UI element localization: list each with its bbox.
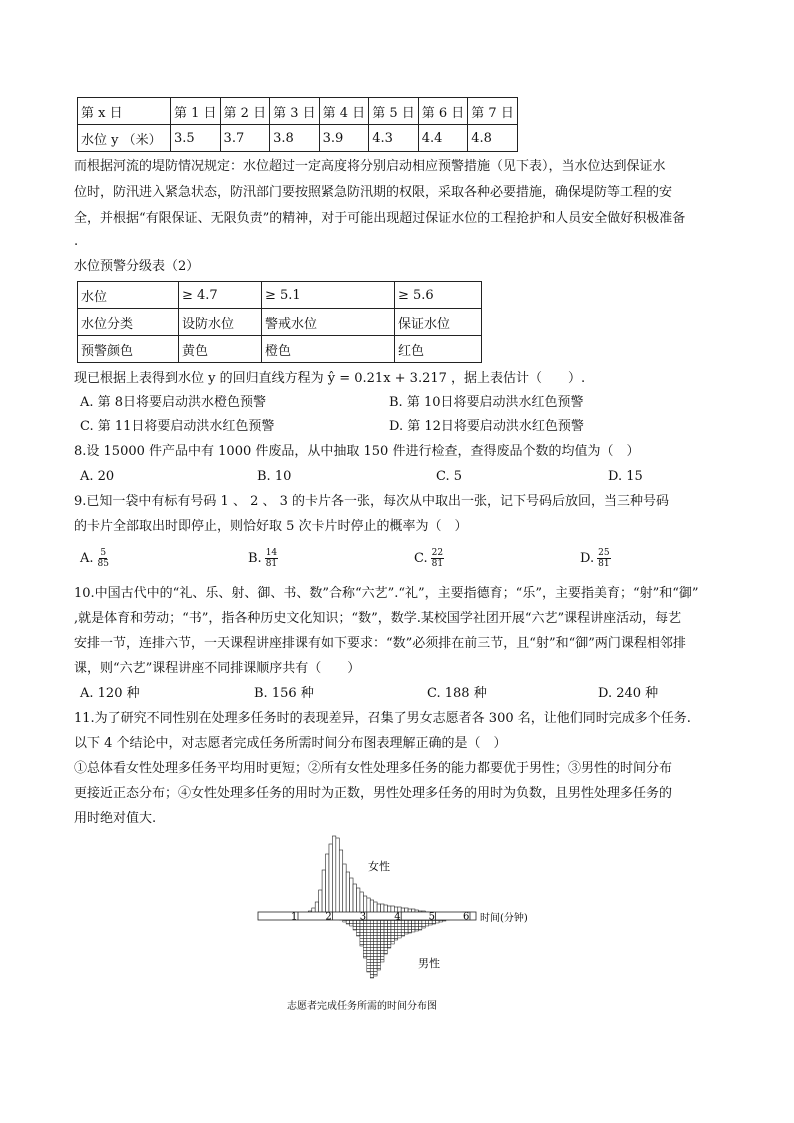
table-cell: 3.5 — [171, 125, 221, 152]
table-cell: 警戒水位 — [262, 309, 395, 336]
question-9-line: 9.已知一袋中有标有号码 1 、 2 、 3 的卡片各一张，每次从中取出一张，记下号码后放回，当三种号码 — [74, 494, 670, 509]
x-tick-label: 2 — [325, 911, 332, 923]
question-11-line: 更接近正态分布；④女性处理多任务的用时为正数，男性处理多任务的用时为负数，且男性处理多任务的 — [74, 786, 673, 801]
q7-option-a: A. 第 8日将要启动洪水橙色预警 — [80, 395, 267, 410]
male-bar — [384, 916, 387, 954]
table-cell: 第 1 日 — [171, 98, 221, 125]
x-axis-label: 时间(分钟) — [480, 913, 528, 924]
table-cell: 水位 — [78, 282, 179, 309]
paragraph-line: . — [74, 234, 79, 249]
question-10-line: ,就是体育和劳动；“书”，指各种历史文化知识；“数”，数学.某校国学社团开展“六艺”课程讲座活动，每艺 — [74, 611, 682, 626]
q9-option-b — [248, 548, 278, 569]
male-bar — [377, 916, 380, 970]
table-cell: 4.8 — [468, 125, 518, 152]
question-10-line: 10.中国古代中的“礼、乐、射、御、书、数”合称“六艺”.“礼”，主要指德育；“乐”，主要指美育；“射”和“御” — [74, 586, 699, 601]
table-cell: 3.7 — [220, 125, 270, 152]
table-cell: 4.3 — [369, 125, 419, 152]
q8-option-d: D. 15 — [608, 469, 643, 484]
numerator: 5 — [100, 548, 107, 558]
q10-option-a: A. 120 种 — [80, 686, 140, 701]
female-bar — [346, 872, 349, 916]
table-cell: 4.4 — [418, 125, 468, 152]
table-cell: 水位分类 — [78, 309, 179, 336]
table-cell: 第 7 日 — [468, 98, 518, 125]
table-cell: 预警颜色 — [78, 336, 179, 363]
table-cell: ≥ 4.7 — [179, 282, 262, 309]
denominator: 81 — [265, 559, 278, 569]
question-11-line: ①总体看女性处理多任务平均用时更短；②所有女性处理多任务的能力都要优于男性；③男性的时间分布 — [74, 761, 673, 776]
table-cell: 3.8 — [270, 125, 320, 152]
question-11-line: 以下 4 个结论中，对志愿者完成任务所需时间分布图表理解正确的是（ ） — [74, 736, 507, 751]
female-bar — [326, 854, 329, 916]
paragraph-line: 而根据河流的堤防情况规定：水位超过一定高度将分别启动相应预警措施（见下表），当水位达到保证水 — [74, 159, 666, 174]
q7-option-d: D. 第 12日将要启动洪水红色预警 — [389, 419, 584, 434]
male-series — [322, 916, 466, 978]
female-bar — [329, 844, 332, 916]
male-bar — [370, 916, 373, 978]
female-bar — [353, 884, 356, 916]
q7-option-c: C. 第 11日将要启动洪水红色预警 — [80, 419, 275, 434]
paragraph-line: 位时，防汛进入紧急状态，防汛部门要按照紧急防汛期的权限，采取各种必要措施，确保堤防等工程的安 — [74, 185, 673, 200]
question-8-stem: 8.设 15000 件产品中有 1000 件废品，从中抽取 150 件进行检查，查得废品个数的均值为（ ） — [74, 444, 640, 459]
q8-option-a: A. 20 — [80, 469, 115, 484]
female-bar — [322, 870, 325, 916]
table-cell: 设防水位 — [179, 309, 262, 336]
water-level-table — [77, 97, 518, 152]
question-9-line: 的卡片全部取出时即停止，则恰好取 5 次卡片时停止的概率为（ ） — [74, 519, 468, 534]
table-row — [78, 282, 482, 309]
option-label: A. — [80, 551, 94, 566]
female-bar — [336, 838, 339, 916]
numerator: 25 — [598, 548, 610, 558]
q8-option-b: B. 10 — [257, 469, 292, 484]
female-bar — [343, 864, 346, 916]
table-caption: 水位预警分级表（2） — [74, 259, 200, 274]
option-label: B. — [248, 551, 262, 566]
denominator: 85 — [97, 559, 109, 569]
fraction — [97, 548, 110, 569]
table-cell: 第 5 日 — [369, 98, 419, 125]
x-tick-label: 4 — [394, 911, 401, 923]
question-10-line: 课，则“六艺”课程讲座不同排课顺序共有（ ） — [74, 661, 361, 676]
fraction — [265, 548, 278, 569]
numerator: 22 — [431, 548, 444, 558]
x-tick-label: 3 — [359, 911, 367, 923]
fraction — [431, 548, 444, 569]
table-cell: 黄色 — [179, 336, 262, 363]
q10-option-d: D. 240 种 — [598, 686, 659, 701]
numerator: 14 — [265, 548, 278, 558]
time-distribution-chart — [250, 826, 590, 1026]
table-row — [78, 125, 518, 152]
q8-option-c: C. 5 — [436, 469, 463, 484]
table-cell: 水位 y （米） — [78, 125, 171, 152]
table-cell: 红色 — [395, 336, 482, 363]
table-cell: ≥ 5.1 — [262, 282, 395, 309]
table-cell: 第 x 日 — [78, 98, 171, 125]
x-tick-label: 6 — [463, 911, 470, 923]
table-cell: 3.9 — [319, 125, 369, 152]
female-bar — [339, 850, 342, 916]
table-cell: 橙色 — [262, 336, 395, 363]
question-10-line: 安排一节，连排六节，一天课程讲座排课有如下要求：“数”必须排在前三节，且“射”和“御”两门课程相邻排 — [74, 636, 686, 651]
female-series — [298, 836, 449, 916]
table-cell: 第 2 日 — [220, 98, 270, 125]
question-11-line: 11.为了研究不同性别在处理多任务时的表现差异，召集了男女志愿者各 300 名，让他们同时完成多个任务. — [74, 711, 691, 726]
paragraph-line: 全，并根据“有限保证、无限负责”的精神，对于可能出现超过保证水位的工程抢护和人员安全做好积极准备 — [74, 211, 686, 226]
male-bar — [374, 916, 377, 976]
question-11-line: 用时绝对值大. — [74, 811, 157, 826]
table-cell: ≥ 5.6 — [395, 282, 482, 309]
q10-option-c: C. 188 种 — [427, 686, 487, 701]
male-bar — [367, 916, 370, 972]
legend-male: 男性 — [418, 957, 440, 970]
q9-option-d — [580, 548, 611, 569]
table-cell: 第 3 日 — [270, 98, 320, 125]
question-7-stem: 现已根据上表得到水位 y 的回归直线方程为 ŷ = 0.21x + 3.217 ，据上表估计（ ）. — [74, 371, 586, 386]
q10-option-b: B. 156 种 — [254, 686, 314, 701]
male-bar — [381, 916, 384, 962]
male-bar — [387, 916, 390, 948]
x-tick-label: 5 — [428, 911, 435, 923]
table-row — [78, 336, 482, 363]
female-bar — [332, 836, 335, 916]
denominator: 81 — [598, 559, 610, 569]
q9-option-a — [80, 548, 110, 569]
chart-title: 志愿者完成任务所需的时间分布图 — [287, 1001, 437, 1012]
legend-female: 女性 — [368, 860, 390, 873]
table-row — [78, 98, 518, 125]
option-label: D. — [580, 551, 595, 566]
table-cell: 保证水位 — [395, 309, 482, 336]
warning-level-table — [77, 281, 482, 363]
table-cell: 第 6 日 — [418, 98, 468, 125]
table-row — [78, 309, 482, 336]
female-bar — [350, 878, 353, 916]
denominator: 81 — [431, 559, 444, 569]
fraction — [597, 548, 610, 569]
table-cell: 第 4 日 — [319, 98, 369, 125]
x-tick-label: 1 — [291, 911, 298, 923]
option-label: C. — [414, 551, 428, 566]
q9-option-c — [414, 548, 444, 569]
q7-option-b: B. 第 10日将要启动洪水红色预警 — [389, 395, 584, 410]
